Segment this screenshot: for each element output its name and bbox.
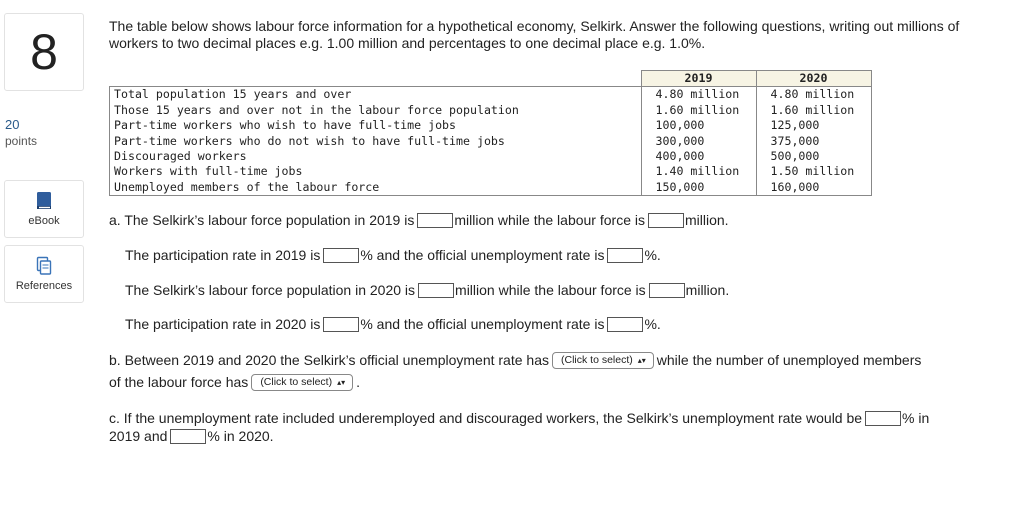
part-a-line-3 (125, 281, 729, 300)
part-b-text: while the number of unemployed members (656, 352, 922, 368)
question-number-box (4, 13, 84, 91)
select-arrows-icon: ▴▾ (637, 355, 646, 365)
question-number: 8 (30, 24, 58, 80)
part-c-line-1 (109, 409, 929, 428)
part-b-line-1 (109, 351, 921, 371)
broad-unemployment-rate-2019-input[interactable] (865, 411, 901, 426)
part-a-text: The participation rate in 2019 is (125, 247, 321, 263)
part-c-text: 2019 and (109, 428, 168, 444)
participation-rate-2019-input[interactable] (323, 248, 359, 263)
ebook-button[interactable] (4, 180, 84, 238)
part-a-text: a. The Selkirk’s labour force population in 2019 is (109, 212, 415, 228)
row-label: Part-time workers who wish to have full-time jobs (110, 118, 642, 133)
part-a-line-4 (125, 315, 661, 334)
value-2019: 100,000 (641, 118, 756, 133)
question-prompt: The table below shows labour force information for a hypothetical economy, Selkirk. Answer the following questions, writing out millions of workers to two decimal places e.g. 1.00 million and percentages to one decimal place e.g. 1.0%. (109, 18, 960, 51)
value-2020: 125,000 (756, 118, 871, 133)
part-c-text: % in 2020. (207, 428, 274, 444)
row-label: Those 15 years and over not in the labour force population (110, 103, 642, 118)
part-a-text: million. (684, 212, 729, 228)
part-b-text: of the labour force has (109, 374, 249, 390)
value-2020: 160,000 (756, 180, 871, 196)
select-arrows-icon: ▴▾ (337, 377, 346, 387)
header-2020: 2020 (756, 71, 871, 87)
row-label: Unemployed members of the labour force (110, 180, 642, 196)
table-row (110, 149, 872, 164)
book-icon (35, 191, 53, 211)
part-c-line-2 (109, 427, 274, 446)
table-row (110, 134, 872, 149)
participation-rate-2020-input[interactable] (323, 317, 359, 332)
unemployment-rate-2020-input[interactable] (607, 317, 643, 332)
labour-force-2019-input[interactable] (648, 213, 684, 228)
value-2019: 1.60 million (641, 103, 756, 118)
value-2020: 1.60 million (756, 103, 871, 118)
select-label: (Click to select) (260, 375, 333, 388)
part-a-text: million while the labour force is (455, 282, 646, 298)
ebook-label: eBook (28, 215, 60, 227)
part-c-text: c. If the unemployment rate included underemployed and discouraged workers, the Selkirk’s unemployment rate would be (109, 410, 863, 426)
value-2019: 1.40 million (641, 164, 756, 179)
lf-population-2020-input[interactable] (418, 283, 454, 298)
row-label: Total population 15 years and over (110, 87, 642, 103)
part-c-text: % in (902, 410, 930, 426)
points-indicator (5, 117, 37, 149)
references-label: References (15, 280, 73, 292)
part-a-text: million. (685, 282, 730, 298)
part-a-line-1 (109, 211, 729, 230)
references-button[interactable] (4, 245, 84, 303)
labour-force-2020-input[interactable] (649, 283, 685, 298)
row-label: Discouraged workers (110, 149, 642, 164)
table-row (110, 164, 872, 179)
unemployment-rate-change-select[interactable] (552, 352, 654, 369)
part-a-line-2 (125, 246, 661, 265)
table-row (110, 118, 872, 133)
table-row (110, 180, 872, 196)
part-a-text: The participation rate in 2020 is (125, 316, 321, 332)
value-2019: 4.80 million (641, 87, 756, 103)
part-b-text: b. Between 2019 and 2020 the Selkirk’s official unemployment rate has (109, 352, 549, 368)
references-icon (35, 256, 53, 276)
points-value: 20 (5, 117, 20, 132)
table-row (110, 87, 872, 103)
part-a-text: % and the official unemployment rate is (360, 316, 605, 332)
table-row (110, 103, 872, 118)
broad-unemployment-rate-2020-input[interactable] (170, 429, 206, 444)
part-a-text: %. (644, 247, 661, 263)
value-2019: 400,000 (641, 149, 756, 164)
part-b-line-2 (109, 373, 360, 393)
lf-population-2019-input[interactable] (417, 213, 453, 228)
header-2019: 2019 (641, 71, 756, 87)
part-a-text: million while the labour force is (454, 212, 645, 228)
value-2019: 150,000 (641, 180, 756, 196)
part-a-text: % and the official unemployment rate is (360, 247, 605, 263)
part-a-text: %. (644, 316, 661, 332)
unemployed-members-change-select[interactable] (251, 374, 353, 391)
value-2020: 4.80 million (756, 87, 871, 103)
value-2020: 500,000 (756, 149, 871, 164)
part-a-text: The Selkirk’s labour force population in 2020 is (125, 282, 416, 298)
value-2020: 375,000 (756, 134, 871, 149)
value-2019: 300,000 (641, 134, 756, 149)
points-label: points (5, 134, 38, 148)
row-label: Workers with full-time jobs (110, 164, 642, 179)
select-label: (Click to select) (560, 353, 633, 366)
part-b-text: . (356, 374, 360, 390)
value-2020: 1.50 million (756, 164, 871, 179)
unemployment-rate-2019-input[interactable] (607, 248, 643, 263)
labour-force-table (109, 70, 872, 196)
row-label: Part-time workers who do not wish to have full-time jobs (110, 134, 642, 149)
